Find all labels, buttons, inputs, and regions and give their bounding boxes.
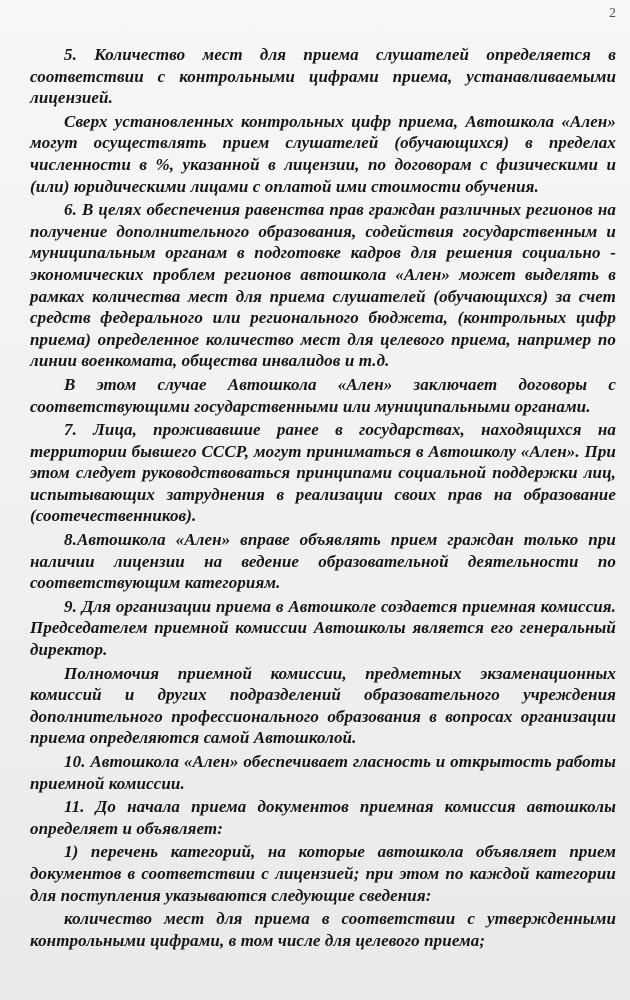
paragraph-5: 5. Количество мест для приема слушателей определяется в соответствии с контрольными цифрами приема, устанавливаемыми лицензией.	[30, 45, 616, 108]
paragraph-10: 10. Автошкола «Ален» обеспечивает гласность и открытость работы приемной комиссии.	[30, 752, 616, 793]
paragraph-6: 6. В целях обеспечения равенства прав граждан различных регионов на получение дополнительного образования, содействия государственным и муниципальным органам в подготовке кадров для решения социально - экономических проблем регионов автошкола «Ален» может выделять в рамках количества мест для приема слушателей (обучающихся) за счет средств федерального или регионального бюджета, (контрольных цифр приема) определенное количество мест для целевого приема, например по линии военкомата, общества инвалидов и т.д.	[30, 200, 616, 371]
paragraph-9: 9. Для организации приема в Автошколе создается приемная комиссия. Председателем приемной комиссии Автошколы является его генеральный директор.	[30, 596, 616, 660]
paragraph-11-item-1: 1) перечень категорий, на которые автошкола объявляет прием документов в соответствии с лицензией; при этом по каждой категории для поступления указываются следующие сведения:	[30, 842, 616, 905]
paragraph-11-item-1-detail: количество мест для приема в соответствии с утвержденными контрольными цифрами, в том числе для целевого приема;	[30, 909, 616, 950]
paragraph-11: 11. До начала приема документов приемная комиссия автошколы определяет и объявляет:	[30, 797, 616, 838]
paragraph-9-powers: Полномочия приемной комиссии, предметных экзаменационных комиссий и других подразделений образовательного учреждения дополнительного профессионального образования в вопросах организации приема определяются самой Автошколой.	[30, 663, 616, 748]
paragraph-7: 7. Лица, проживавшие ранее в государствах, находящихся на территории бывшего СССР, могут приниматься в Автошколу «Ален». При этом следует руководствоваться принципами социальной поддержки лиц, испытывающих затруднения в реализации своих прав на образование (соотечественников).	[30, 420, 616, 526]
paragraph-6-contracts: В этом случае Автошкола «Ален» заключает договоры с соответствующими государственными или муниципальными органами.	[30, 374, 616, 416]
document-body	[30, 44, 616, 953]
paragraph-8: 8.Автошкола «Ален» вправе объявлять прием граждан только при наличии лицензии на ведение образовательной деятельности по соответствующим категориям.	[30, 530, 616, 593]
paragraph-5-extra: Сверх установленных контрольных цифр приема, Автошкола «Ален» могут осуществлять прием слушателей (обучающихся) в пределах численности в %, указанной в лицензии, по договорам с физическими и (или) юридическими лицами с оплатой ими стоимости обучения.	[30, 111, 616, 196]
page-number: 2	[609, 6, 616, 21]
